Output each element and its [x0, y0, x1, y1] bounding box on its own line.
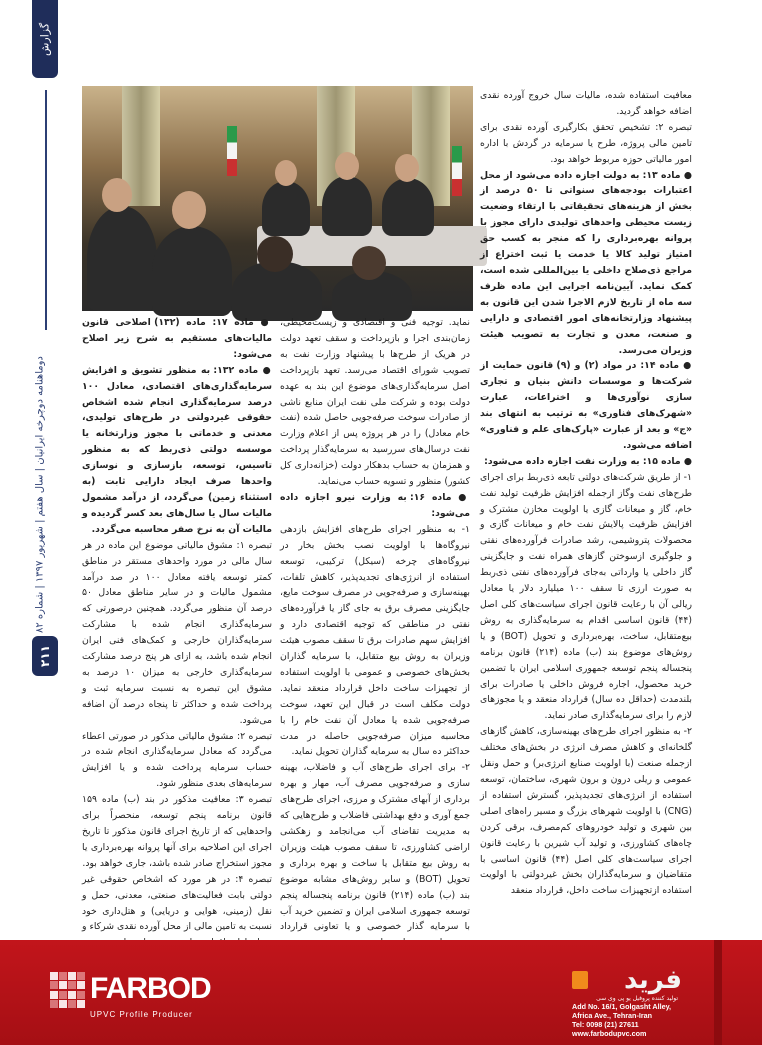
logo-mark-icon — [572, 971, 588, 989]
running-header: دوماهنامه دوچرخه ایرانیان | سال هفتم | شهریور ۱۳۹۷ | شماره ۸۲ — [30, 330, 50, 660]
note-4: تبصره ۴: در هر مورد که اشخاص حقوقی غیر دولتی بابت فعالیت‌های صنعتی، معدنی، حمل و نقل (زمینی، هوایی و دریایی) و هتل‌داری خود نسبت به تامین مالی از محل آورده نقدی شرکاء و — [82, 873, 272, 933]
article-17: ● ماده ۱۷: ماده (۱۳۲) اصلاحی قانون مالیات‌های مستقیم به شرح زیر اصلاح می‌شود: — [82, 317, 272, 360]
article-15: ● ماده ۱۵: به وزارت نفت اجازه داده می‌شود: — [484, 455, 692, 467]
farbod-tagline: UPVC Profile Producer — [90, 1010, 193, 1019]
brand-persian: فرید — [624, 965, 682, 995]
section-tab-label: گزارش — [38, 22, 52, 56]
note-3: تبصره ۳: معافیت مذکور در بند (ب) ماده ۱۵۹ قانون برنامه پنجم توسعه، منحصراً برای واحدهایی که از تاریخ اجرای قانون مذکور تا تاریخ اجرای این اصلاحیه برای آنها پروانه بهره‌برداری یا مجوز استخراج صادر شده باشد، جاری خواهد بود. — [82, 794, 272, 869]
farbod-brand-text: FARBOD — [90, 972, 211, 1005]
article-132: ● ماده ۱۳۲: به منظور تشویق و افزایش سرمایه‌گذاری‌های اقتصادی، معادل ۱۰۰ درصد سرمایه‌گذاری انجام شده اشخاص حقوقی غیردولتی در طرح‌های تولیدی، معدنی و خدماتی با مجوز وزارتخانه یا موسسه دولتی ذی‌ربط که به منظور تاسیس، توسعه، بازسازی و نوسازی واحدها صرف ایجاد دارایی ثابت (به استثناء زمین) می‌گردد، از درآمد مشمول مالیات سال یا سال‌های بعد کسر گردیده و مالیات آن به نرخ صفر محاسبه می‌گردد. — [82, 364, 272, 535]
contact-address — [572, 1002, 692, 1038]
brand-persian-subtitle: تولید کننده پروفیل یو پی وی سی — [596, 995, 678, 1002]
paragraph: ۲- به منظور اجرای طرح‌های بهینه‌سازی، کاهش گازهای گلخانه‌ای و کاهش مصرف انرژی در بخش‌های مختلف ازجمله صنعت (با اولویت صنایع انرژی‌بر) و حمل ونقل عمومی و ریلی درون و برون شهری، ساختمان، توسعه استفاده از انرژی‌های تجدیدپذیر، گسترش استفاده از (CNG) با اولویت شهرهای بزرگ و مسیر راه‌های اصلی بین شهری و تولید خودروهای کم‌مصرف، برقی کردن چاه‌های کشاورزی، و تولید آب شیرین با رعایت قانون اجرای سیاست‌های کلی اصل (۴۴) قانون اساسی با متقاضیان و سرمایه‌گذاران بخش غیردولتی با اولویت استفاده ازتجهیزات ساخت داخل، قرارداد منعقد — [480, 726, 692, 897]
article-16: ● ماده ۱۶: به وزارت نیرو اجازه داده می‌شود: — [280, 491, 471, 519]
farbod-mark-icon — [50, 972, 86, 1008]
section-tab — [32, 0, 58, 78]
farbod-persian-logo — [572, 965, 682, 1001]
paragraph: ۲- برای اجرای طرح‌های آب و فاضلاب، بهینه سازی و صرفه‌جویی مصرف آب، مهار و بهره برداری از آبهای مشترک و مرزی، اجرای طرح‌های جمع آوری و دفع بهداشتی فاضلاب و طرح‌هایی که به مدیریت تقاضای آب می‌انجامد و زهکشی اراضی کشاورزی، تا سقف مصوب هیئت وزیران به روش بیع متقابل یا ساخت و بهره برداری و تحویل (BOT) و سایر روش‌های مشابه موضوع بند (ب) ماده (۲۱۴) قانون برنامه پنجساله پنجم توسعه جمهوری اسلامی ایران و تضمین خرید آب با سرمایه گذار خصوصی و یا تعاونی قرارداد — [280, 762, 471, 933]
website-line: www.farbodupvc.com — [572, 1029, 647, 1038]
page-number: ۲۱۱ — [32, 636, 58, 676]
footer-accent — [714, 940, 722, 1045]
paragraph: معافیت استفاده شده، مالیات سال خروج آورده نقدی اضافه خواهد گردید. — [480, 90, 692, 117]
column-right — [480, 88, 692, 928]
column-middle — [280, 315, 471, 933]
paragraph: ۱- به منظور اجرای طرح‌های افزایش بازدهی نیروگاه‌ها با اولویت نصب بخش بخار در نیروگاه‌های چرخه (سیکل) ترکیبی، توسعه استفاده از انرژی‌های تجدیدپذیر، کاهش تلفات، بهینه‌سازی و صرفه‌جویی در مصرف سوخت مایع، جایگزینی مصرف برق به جای گاز یا فرآورده‌های نفتی در مناطقی که توجیه اقتصادی دارد و افزایش سهم صادرات برق تا سقف مصوب هیئت وزیران به روش بیع متقابل، با سرمایه گذاران بخش‌های خصوصی و عمومی با اولویت استفاده از تجهیزات ساخت داخل قرارداد منعقد نماید. دولت مکلف است در قبال این تعهد، سوخت صرفه‌جویی شده یا معادل آن نفت خام را با محاسبه میزان صرفه‌جویی حاصله در مدت حداکثر ده سال به سرمایه گذاران تحویل نماید. — [280, 523, 470, 758]
article-14: ● ماده ۱۴: در مواد (۲) و (۹) قانون حمایت از شرکت‌ها و موسسات دانش بنیان و تجاری سازی نوآوری‌ها و اختراعات، عبارت «شهرک‌های فناوری» به ترتیب به انتهای بند «ج» و بعد از عبارت «پارک‌های علم و فناوری» اضافه می‌شود. — [480, 360, 692, 451]
paragraph: ۱- از طریق شرکت‌های دولتی تابعه ذی‌ربط برای اجرای طرح‌های نفت وگاز ازجمله افزایش ظرفیت تولید نفت خام، گاز و میعانات گازی یا اولویت مخازن مشترک و افزایش ظرفیت پالایش نفت خام و میعانات گازی و محصولات پتروشیمی، رشد صادرات فرآورده‌های نفتی و جلوگیری ازسوختن گازهای همراه نفت و جایگزینی گاز داخلی یا وارداتی به‌جای فرآورده‌های نفتی ذی‌ربط به صورت ارزی تا سقف ۱۰۰ میلیارد دلار یا معادل ریالی آن با رعایت قانون اجرای سیاست‌های کلی اصل (۴۴) قانون اساسی اقدام به سرمایه‌گذاری به روش بیع‌متقابل، ساخت، بهره‌برداری و تحویل (BOT) و یا روش‌های موضوع بند (ب) ماده (۲۱۴) قانون برنامه پنجساله پنجم توسعه جمهوری اسلامی ایران با تضمین خرید محصول، اجاره فروش داخلی یا صادرات برای بلندمدت (حداقل ده سال) قرارداد منعقد و یا مجوزهای لازم را برای سرمایه‌گذاری صادر نماید. — [480, 471, 692, 722]
note-2: تبصره ۲: مشوق مالیاتی مذکور در صورتی اعطاء می‌گردد که معادل سرمایه‌گذاری انجام شده در حساب سرمایه پرداخت شده و یا افزایش سرمایه‌های بعدی منظور شود. — [82, 730, 272, 790]
address-line: Add No. 16/1, Golgasht Alley, — [572, 1002, 672, 1011]
farbod-logo — [50, 970, 211, 1030]
column-left — [82, 315, 273, 933]
phone-line: Tel: 0098 (21) 27611 — [572, 1020, 639, 1029]
paragraph: نماید. توجیه فنی و اقتصادی و زیست‌محیطی، زمان‌بندی اجرا و بازپرداخت و سقف تعهد دولت در هریک از طرح‌ها با پیشنهاد وزارت نفت به تصویب شورای اقتصاد می‌رسد. تعهد بازپرداخت اصل سرمایه‌گذاری‌های موضوع این بند به عهده دولت بوده و شرکت ملی نفت ایران منابع ناشی از صادرات سوخت صرفه‌جویی حاصل شده (نفت خام معادل) را در هر پروژه پس از اعلام وزارت نفت درسال‌های سررسید به سرمایه‌گذار پرداخت و همزمان به حساب بدهکار دولت (خزانه‌داری کل کشور) منظور و تسویه حساب می‌نماید. — [280, 317, 470, 488]
meeting-photo — [82, 86, 473, 311]
article-13: ● ماده ۱۳: به دولت اجازه داده می‌شود از محل اعتبارات بودجه‌های سنواتی تا ۵۰ درصد از بخش از هزینه‌های تحقیقاتی با ارتقاء وضعیت زیست محیطی واحدهای تولیدی دارای مجوز با پروانه بهره‌برداری را که منجر به کسب حق امتیاز تولید کالا یا خدمت یا ثبت اختراع از مراجع ذی‌صلاح داخلی یا بین‌المللی شده است، کمک نماید. آیین‌نامه اجرایی این ماده ظرف سه ماه از تاریخ لازم الاجرا شدن این قانون به پیشنهاد وزارتخانه‌های امور اقتصادی و دارایی و صنعت، معدن و تجارت به تصویب هیئت وزیران می‌رسد. — [480, 169, 692, 356]
paragraph: تبصره ۲: تشخیص تحقق بکارگیری آورده نقدی برای تامین مالی پروژه، طرح یا سرمایه در گردش با اداره امور مالیاتی حوزه مربوط خواهد بود. — [480, 121, 692, 165]
note-1: تبصره ۱: مشوق مالیاتی موضوع این ماده در هر سال مالی در مورد واحدهای مستقر در مناطق کمتر توسعه یافته معادل ۱۰۰ در صد درآمد مشمول مالیات و در سایر مناطق معادل ۵۰ درصد آن منظور می‌گردد. همچنین درصورتی که سرمایه‌گذاری انجام شده با مشارکت سرمایه‌گذاران خارجی و کمک‌های فنی ایران انجام شده باشد، به ازای هر پنج درصد مشارکت سرمایه‌گذاری خارجی به میزان ۱۰ درصد به مشوق این تبصره به نسبت سرمایه ثبت و پرداخت شده و حداکثر تا پنجاه درصد آن اضافه می‌شود. — [82, 539, 273, 726]
address-line: Africa Ave., Tehran-Iran — [572, 1011, 653, 1020]
